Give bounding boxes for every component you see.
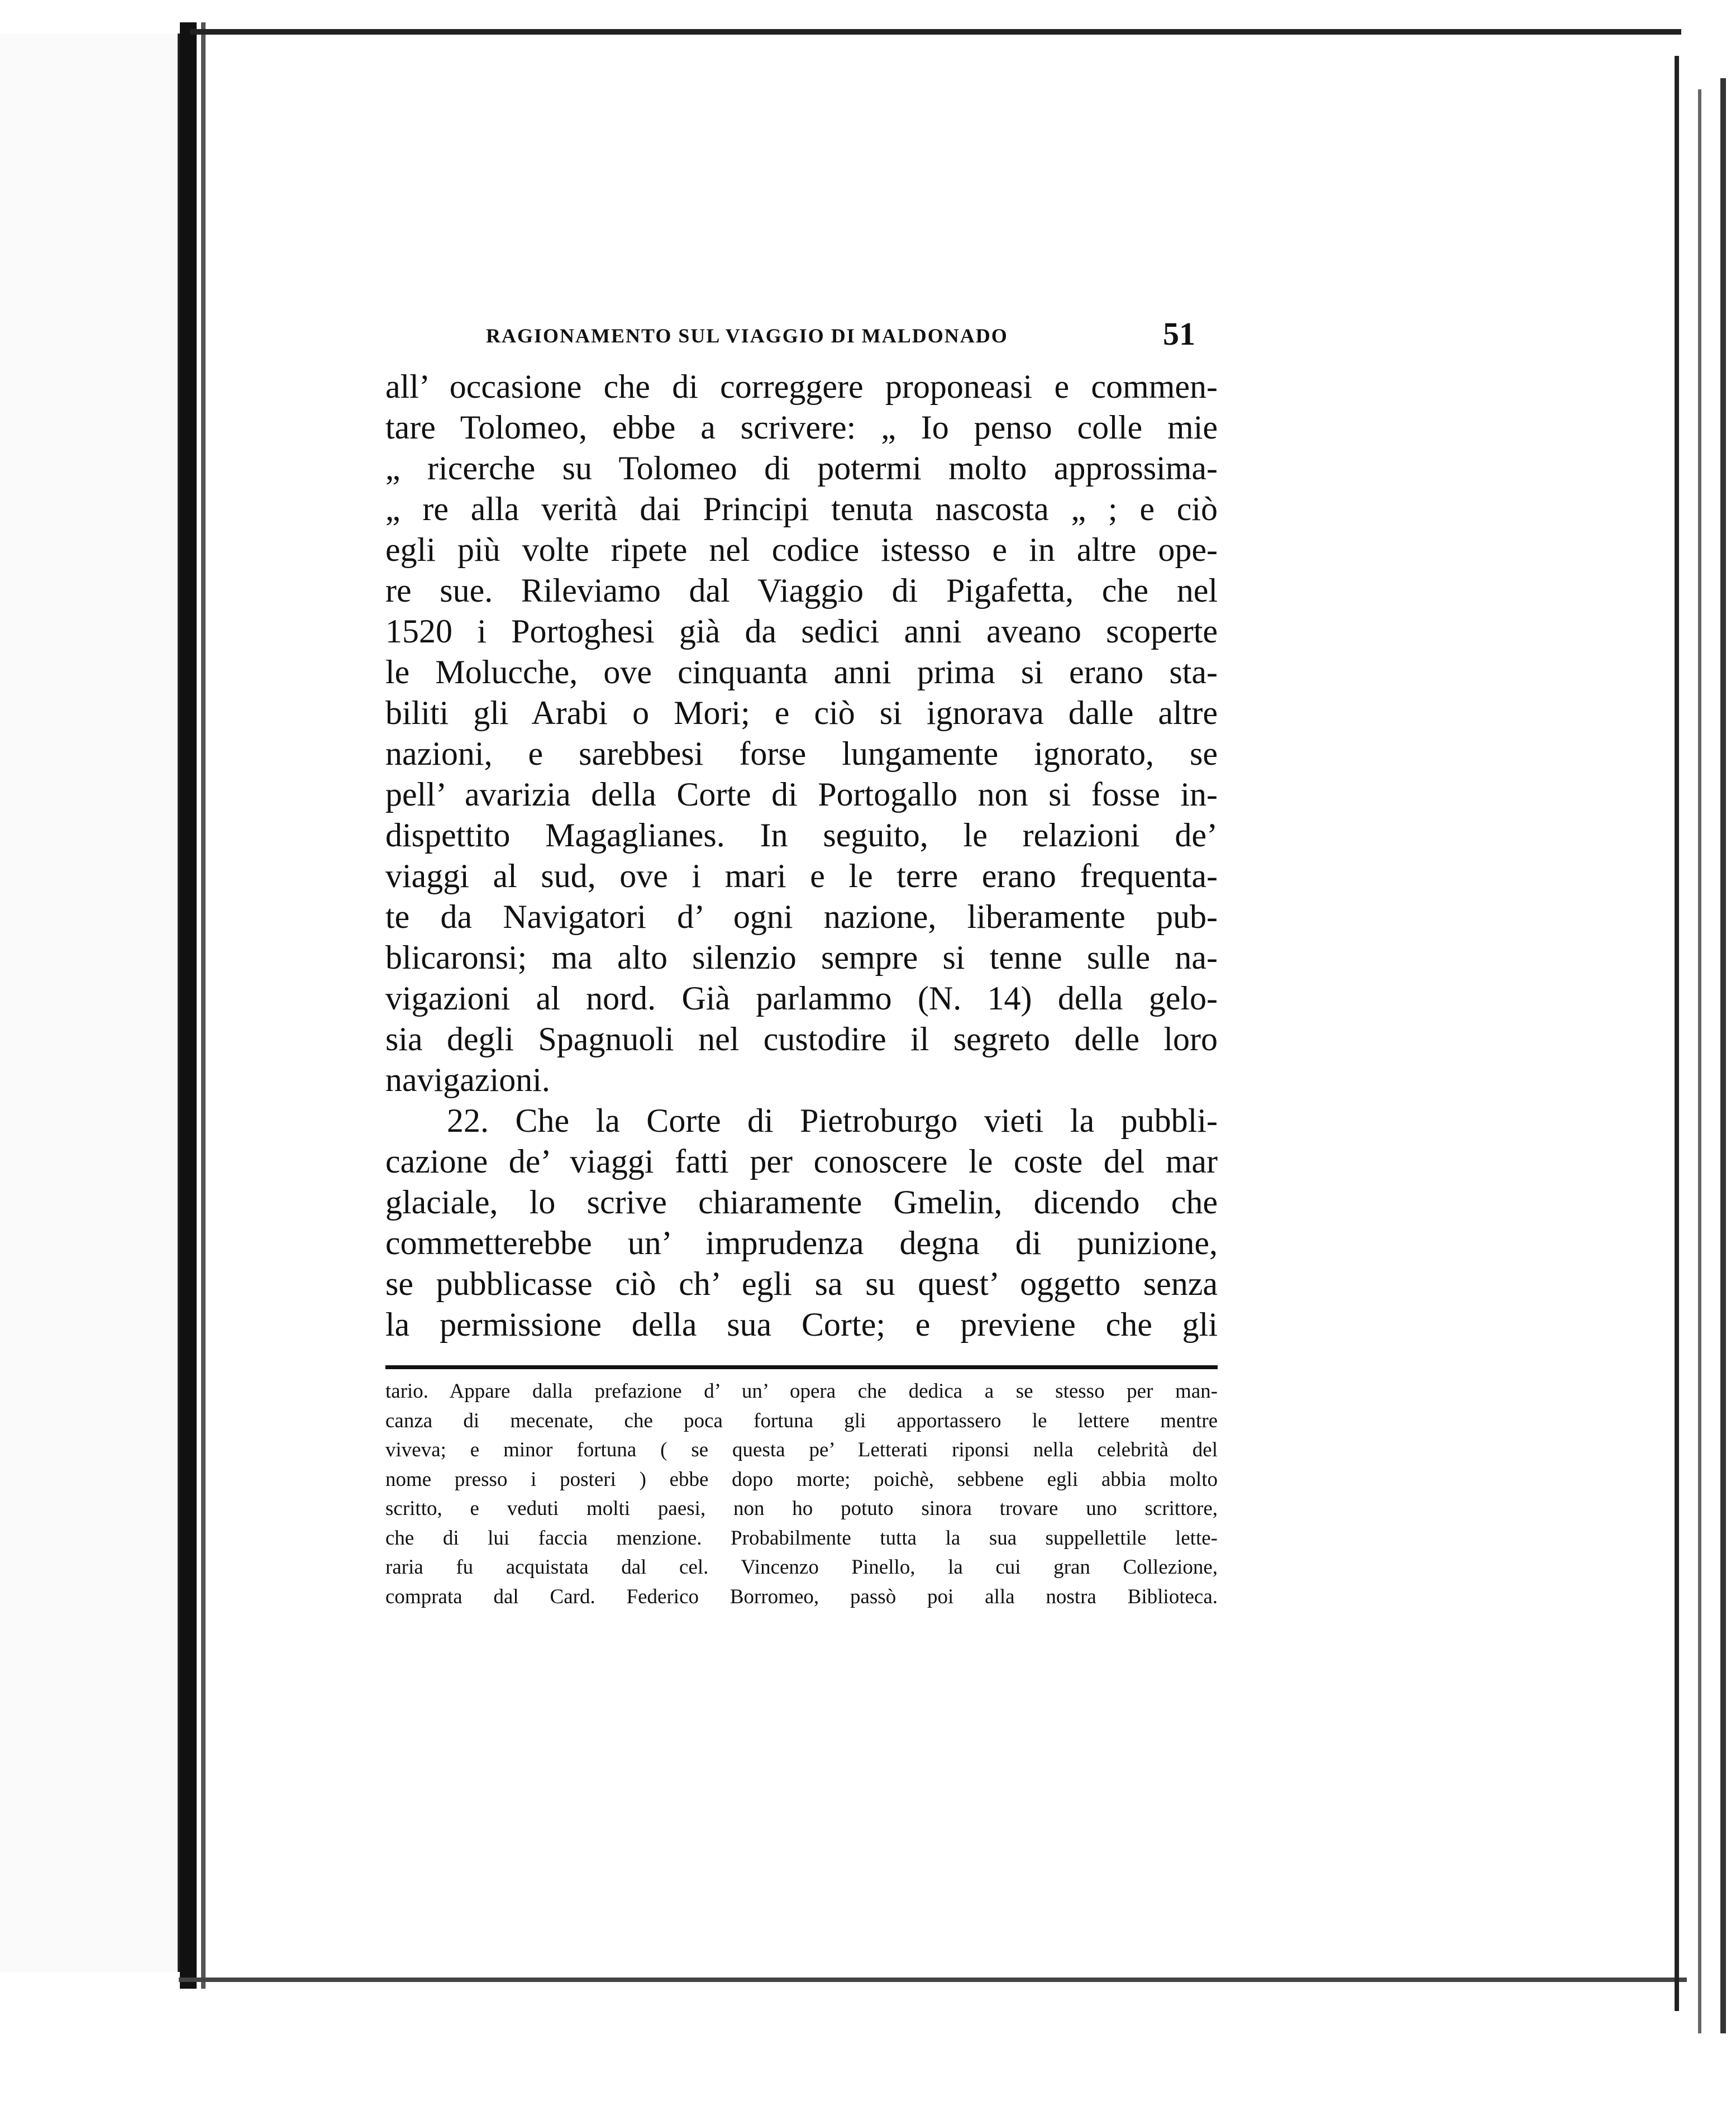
page-top-edge [190,29,1681,35]
running-title: RAGIONAMENTO SUL VIAGGIO DI MALDONADO [486,325,1008,347]
footnote-line: scritto, e veduti molti paesi, non ho potuto sinora trovare uno scrittore, [385,1497,1218,1520]
footnote-block [385,1377,1218,1612]
text-line: glaciale, lo scrive chiaramente Gmelin, dicendo che [385,1184,1218,1221]
text-line: navigazioni. [385,1061,550,1098]
text-line: vigazioni al nord. Già parlammo (N. 14) della gelo- [385,980,1218,1017]
text-line: nazioni, e sarebbesi forse lungamente ignorato, se [385,735,1218,772]
binding-shadow [201,22,206,1989]
text-line: „ re alla verità dai Principi tenuta nascosta „ ; e ciò [385,490,1218,527]
book-page [385,313,1218,1612]
text-line: egli più volte ripete nel codice istesso e in altre ope- [385,531,1218,568]
footnote-rule [385,1365,1218,1369]
page-right-edge [1675,56,1679,2011]
page-number: 51 [1163,316,1195,352]
footnote-line: viveva; e minor fortuna ( se questa pe’ Letterati riponsi nella celebrità del [385,1438,1218,1461]
footnote-line: raria fu acquistata dal cel. Vincenzo Pinello, la cui gran Collezione, [385,1556,1218,1579]
text-line: viaggi al sud, ove i mari e le terre erano frequenta- [385,857,1218,894]
paragraph-start-line: 22. Che la Corte di Pietroburgo vieti la pubbli- [447,1102,1218,1139]
text-line: se pubblicasse ciò ch’ egli sa su quest’ oggetto senza [385,1265,1218,1302]
text-line: all’ occasione che di correggere proponeasi e commen- [385,368,1218,405]
body-text [385,366,1218,1345]
text-line: dispettito Magaglianes. In seguito, le relazioni de’ [385,817,1218,854]
footnote-line: tario. Appare dalla prefazione d’ un’ opera che dedica a se stesso per man- [385,1380,1218,1403]
text-line: biliti gli Arabi o Mori; e ciò si ignorava dalle altre [385,694,1218,731]
text-line: commetterebbe un’ imprudenza degna di punizione, [385,1224,1218,1261]
footnote-line: canza di mecenate, che poca fortuna gli apportassero le lettere mentre [385,1409,1218,1432]
text-line: la permissione della sua Corte; e previene che gli [385,1306,1218,1343]
book-binding [180,22,197,1989]
facing-page-edge [0,34,182,1972]
footnote-line: comprata dal Card. Federico Borromeo, passò poi alla nostra Biblioteca. [385,1585,1218,1608]
text-line: sia degli Spagnuoli nel custodire il segreto delle loro [385,1021,1218,1057]
footnote-line: che di lui faccia menzione. Probabilmente tutta la sua suppellettile lette- [385,1526,1218,1550]
text-line: pell’ avarizia della Corte di Portogallo non si fosse in- [385,776,1218,813]
text-line: 1520 i Portoghesi già da sedici anni aveano scoperte [385,613,1218,650]
running-head [385,313,1218,363]
page-stack-edge-outer [1720,78,1726,2033]
text-line: le Molucche, ove cinquanta anni prima si erano sta- [385,654,1218,690]
text-line: „ ricerche su Tolomeo di potermi molto approssima- [385,450,1218,487]
text-line: cazione de’ viaggi fatti per conoscere le coste del mar [385,1143,1218,1180]
text-line: tare Tolomeo, ebbe a scrivere: „ Io penso colle mie [385,409,1218,446]
footnote-line: nome presso i posteri ) ebbe dopo morte; poichè, sebbene egli abbia molto [385,1467,1218,1491]
text-line: re sue. Rileviamo dal Viaggio di Pigafetta, che nel [385,572,1218,609]
text-line: te da Navigatori d’ ogni nazione, liberamente pub- [385,898,1218,935]
page-bottom-edge [179,1978,1687,1982]
text-line: blicaronsi; ma alto silenzio sempre si tenne sulle na- [385,939,1218,976]
page-stack-edge [1698,89,1701,2033]
